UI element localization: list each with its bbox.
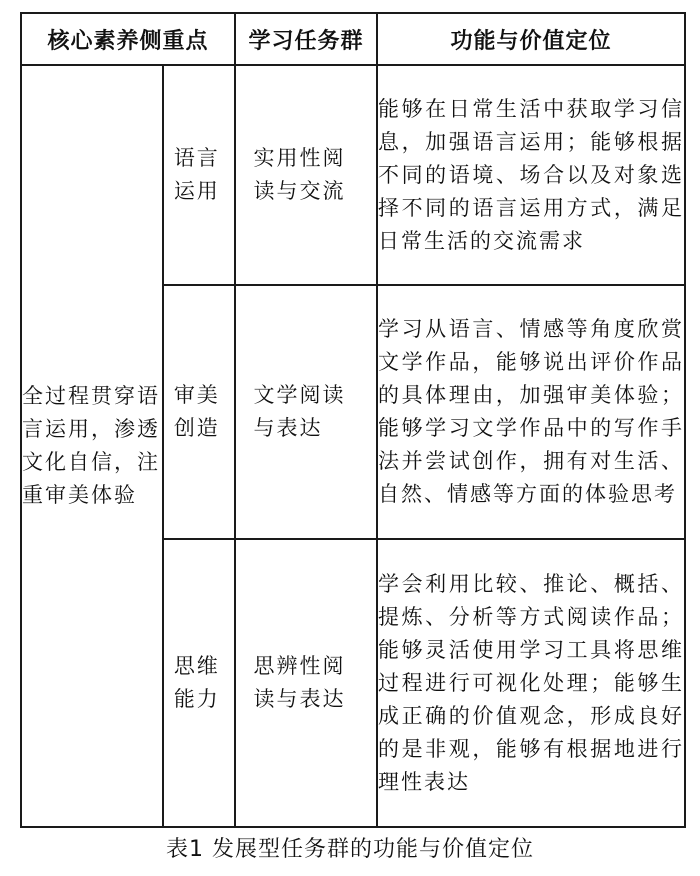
task-cell xyxy=(235,65,377,285)
competency-cell xyxy=(163,539,235,827)
overall-focus-cell: 全过程贯穿语言运用，渗透文化自信，注重审美体验 xyxy=(21,65,163,827)
competency-text: 思维能力 xyxy=(173,654,220,711)
description-cell: 学会利用比较、推论、概括、提炼、分析等方式阅读作品；能够灵活使用学习工具将思维过程进行可视化处理；能够生成正确的价值观念，形成良好的是非观，能够有根据地进行理性表达 xyxy=(377,539,685,827)
description-cell: 能够在日常生活中获取学习信息，加强语言运用；能够根据不同的语境、场合以及对象选择不同的语言运用方式，满足日常生活的交流需求 xyxy=(377,65,685,285)
task-text: 实用性阅读与交流 xyxy=(253,146,346,203)
competency-cell xyxy=(163,285,235,539)
competency-text: 语言运用 xyxy=(173,146,220,203)
description-cell: 学习从语言、情感等角度欣赏文学作品，能够说出评价作品的具体理由，加强审美体验；能够学习文学作品中的写作手法并尝试创作，拥有对生活、自然、情感等方面的体验思考 xyxy=(377,285,685,539)
table-caption: 表1 发展型任务群的功能与价值定位 xyxy=(166,837,534,862)
header-function-value: 功能与价值定位 xyxy=(377,13,685,65)
task-cell xyxy=(235,539,377,827)
task-text: 文学阅读与表达 xyxy=(253,383,346,440)
competency-cell xyxy=(163,65,235,285)
header-core-focus: 核心素养侧重点 xyxy=(21,13,235,65)
task-group-table xyxy=(20,12,686,828)
header-row xyxy=(21,13,685,65)
table-row xyxy=(21,65,685,285)
task-text: 思辨性阅读与表达 xyxy=(253,654,346,711)
task-cell xyxy=(235,285,377,539)
competency-text: 审美创造 xyxy=(173,383,220,440)
header-task-group: 学习任务群 xyxy=(235,13,377,65)
